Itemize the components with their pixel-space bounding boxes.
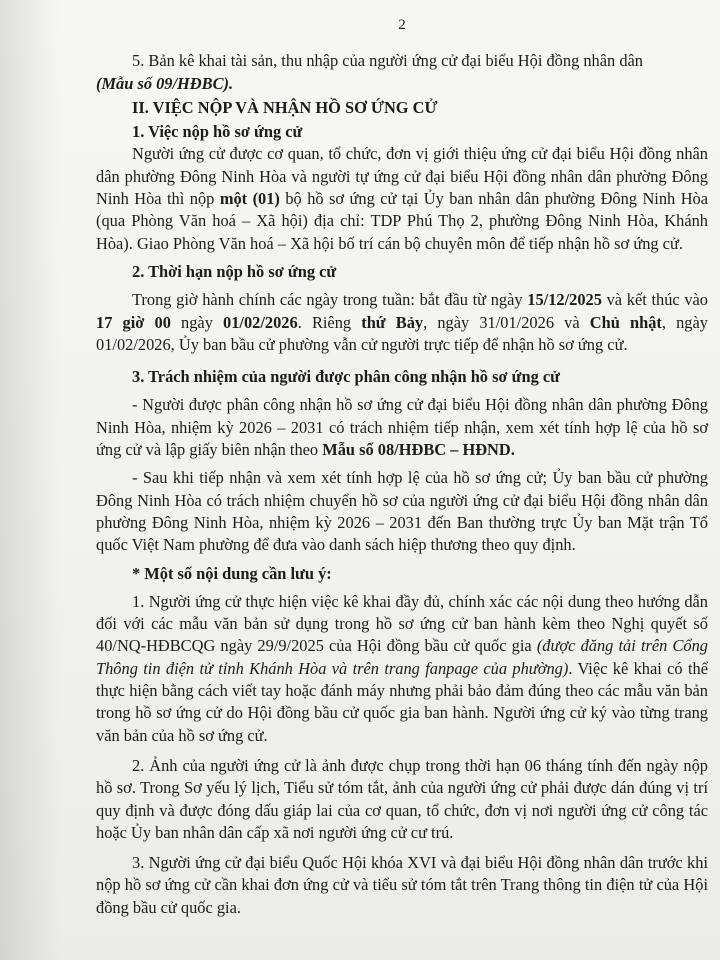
sub-2-t6: , ngày 01/02/2026, Ủy ban bầu cử phường vẫn cử người trực tiếp để nhận hồ sơ ứng cử. [96,312,708,354]
sub-1-text-a: Người ứng cử được cơ quan, tổ chức, đơn vị giới thiệu ứng cử đại biểu Hội đồng nhân dân phường Đông Ninh Hòa và người tự ứng cử đại biểu Hội đồng nhân dân phường Đông Ninh Hòa thì nộp [96,144,708,209]
sub-1-title: 1. Việc nộp hồ sơ ứng cử [132,122,303,142]
note-1-italic: (được đăng tải trên Cổng Thông tin điện tử tỉnh Khánh Hòa và trên trang fanpage của phường) [96,636,708,678]
item-5-form: (Mẫu số 09/HĐBC). [96,73,234,93]
sub-3-p1-bold: Mẫu số 08/HĐBC – HĐND. [322,440,515,460]
section-2-title: II. VIỆC NỘP VÀ NHẬN HỒ SƠ ỨNG CỬ [132,97,438,117]
sub-2-t3: ngày [170,312,224,332]
sub-2-t2: và kết thúc vào [601,290,708,310]
note-3: 3. Người ứng cử đại biểu Quốc Hội khóa XVI và đại biểu Hội đồng nhân dân trước khi nộp hồ sơ ứng cử cần khai đơn ứng cử và tiểu sử tóm tắt trên Trang thông tin điện tử của Hội đồng bầu cử quốc gia. [96,853,708,917]
notes-title: * Một số nội dung cần lưu ý: [132,563,332,583]
sub-2-t5: , ngày 31/01/2026 và [423,312,590,332]
sub-3-paragraph-2: - Sau khi tiếp nhận và xem xét tính hợp lệ của hồ sơ ứng cử; Ủy ban bầu cử phường Đông Ninh Hòa có trách nhiệm chuyển hồ sơ của người ứng cử đại biểu Hội đồng nhân dân phường Đông Ninh Hòa, nhiệm kỳ 2026 – 2031 đến Ban thường trực Ủy ban Mặt trận Tổ quốc Việt Nam phường để đưa vào danh sách hiệp thương theo quy định. [96,468,708,555]
note-2: 2. Ảnh của người ứng cử là ảnh được chụp trong thời hạn 06 tháng tính đến ngày nộp hồ sơ. Trong Sơ yếu lý lịch, Tiểu sử tóm tắt, ảnh của người ứng cử phải được dán đúng vị trí quy định và được đóng dấu giáp lai của cơ quan, tổ chức, đơn vị nơi người ứng cử công tác hoặc Ủy ban nhân dân cấp xã nơi người ứng cử cư trú. [96,755,708,842]
item-5 [96,50,708,72]
note-1-text-b: . Việc kê khai có thể thực hiện bằng cách viết tay hoặc đánh máy nhưng phải bảo đảm đúng theo các mẫu văn bản trong hồ sơ ứng cử do Hội đồng bầu cử quốc gia ban hành. Người ứng cử ký vào từng trang văn bản của hồ sơ ứng cử. [96,658,708,745]
sub-3-paragraph-1 [96,394,708,461]
page-number: 2 [398,17,406,33]
sub-2-b5: Chủ nhật [589,312,662,332]
sub-2-paragraph [96,289,708,356]
sub-1-text-b: bộ hồ sơ ứng cử tại Ủy ban nhân dân phường Đông Ninh Hòa (qua Phòng Văn hoá – Xã hội) địa chỉ: TDP Phú Thọ 2, phường Đông Ninh Hòa, Khánh Hòa). Giao Phòng Văn hoá – Xã hội bố trí cán bộ chuyên môn để tiếp nhận hồ sơ ứng cử. [96,189,708,253]
note-1-text-a: 1. Người ứng cử thực hiện việc kê khai đầy đủ, chính xác các nội dung theo hướng dẫn đối với các mẫu văn bản sử dụng trong hồ sơ ứng cử ban hành kèm theo Nghị quyết số 40/NQ-HĐBCQG ngày 29/9/2025 của Hội đồng bầu cử quốc gia [96,591,708,656]
note-1 [96,591,708,747]
sub-2-b1: 15/12/2025 [527,290,602,310]
sub-1-paragraph [96,143,708,254]
item-5-text: 5. Bản kê khai tài sản, thu nhập của người ứng cử đại biểu Hội đồng nhân dân [132,51,643,71]
sub-2-t1: Trong giờ hành chính các ngày trong tuần: bắt đầu từ ngày [132,290,528,310]
sub-1-bold: một (01) [219,189,280,209]
sub-3-p1-text: - Người được phân công nhận hồ sơ ứng cử đại biểu Hội đồng nhân dân phường Đông Ninh Hòa, nhiệm kỳ 2026 – 2031 có trách nhiệm tiếp nhận, xem xét tính hợp lệ của hồ sơ ứng cử và lập giấy biên nhận theo [96,395,708,460]
sub-2-b2: 17 giờ 00 [96,312,171,332]
page-shadow [0,0,60,960]
sub-2-b3: 01/02/2026 [223,312,298,332]
sub-2-title: 2. Thời hạn nộp hồ sơ ứng cử [132,261,337,281]
sub-3-title: 3. Trách nhiệm của người được phân công nhận hồ sơ ứng cử [132,367,561,387]
sub-2-t4: . Riêng [297,312,362,332]
sub-2-b4: thứ Bảy [361,312,424,332]
